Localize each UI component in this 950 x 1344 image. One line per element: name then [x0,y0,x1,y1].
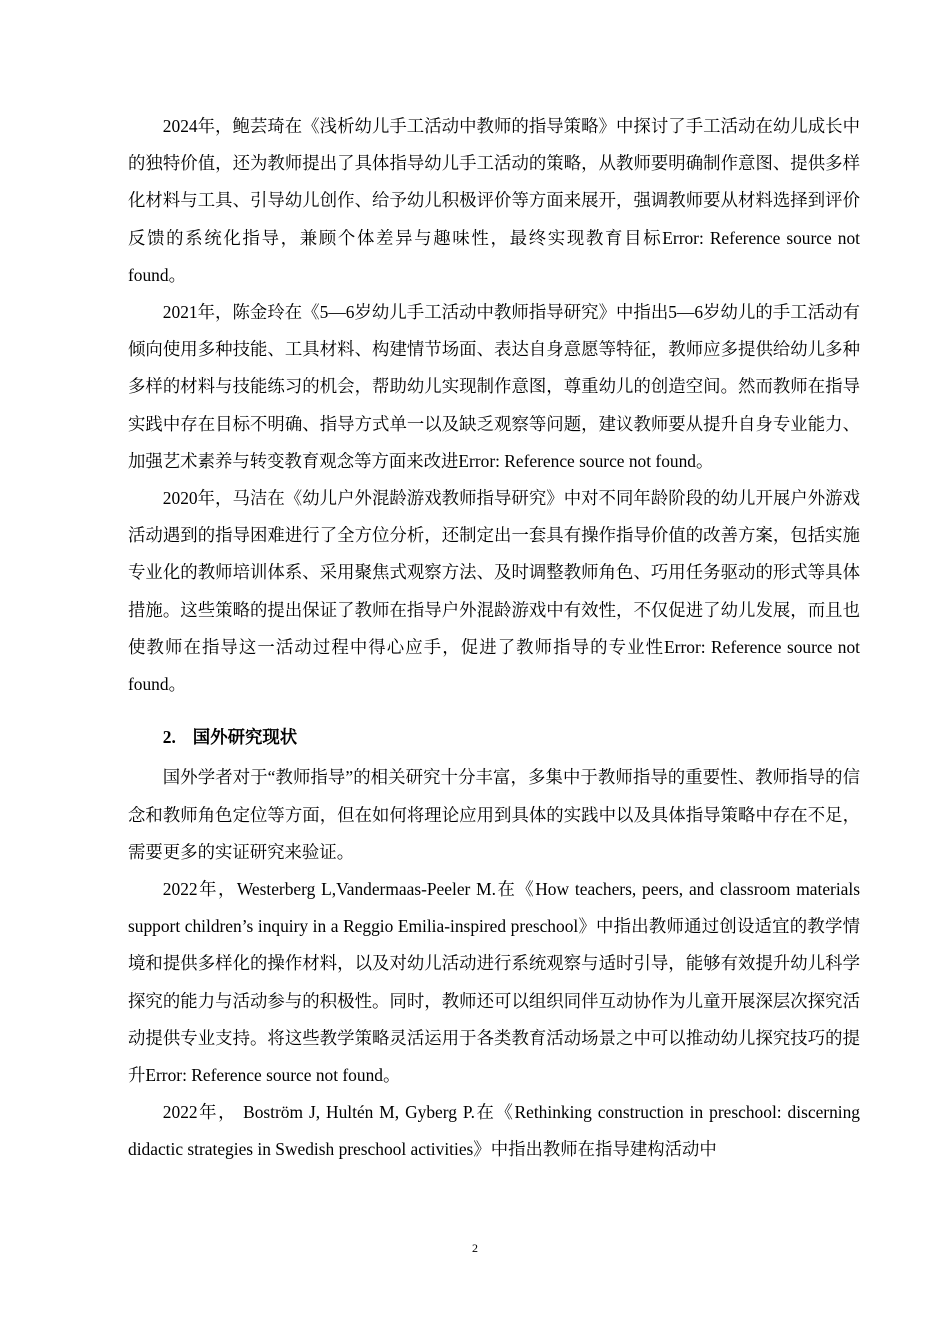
paragraph-chenjinling-2021: 2021年，陈金玲在《5—6岁幼儿手工活动中教师指导研究》中指出5—6岁幼儿的手工活动有倾向使用多种技能、工具材料、构建情节场面、表达自身意愿等特征，教师应多提供给幼儿多种多样的材料与技能练习的机会，帮助幼儿实现制作意图，尊重幼儿的创造空间。然而教师在指导实践中存在目标不明确、指导方式单一以及缺乏观察等问题，建议教师要从提升自身专业能力、加强艺术素养与转变教育观念等方面来改进Error: Reference source not found。 [128,302,860,471]
paragraph-majie-2020: 2020年，马洁在《幼儿户外混龄游戏教师指导研究》中对不同年龄阶段的幼儿开展户外游戏活动遇到的指导困难进行了全方位分析，还制定出一套具有操作指导价值的改善方案，包括实施专业化的教师培训体系、采用聚焦式观察方法、及时调整教师角色、巧用任务驱动的形式等具体措施。这些策略的提出保证了教师在指导户外混龄游戏中有效性，不仅促进了幼儿发展，而且也使教师在指导这一活动过程中得心应手，促进了教师指导的专业性Error: Reference source not found。 [128,488,860,695]
document-body [128,108,860,1169]
paragraph-baoyunqi-2024: 2024年，鲍芸琦在《浅析幼儿手工活动中教师的指导策略》中探讨了手工活动在幼儿成长中的独特价值，还为教师提出了具体指导幼儿手工活动的策略，从教师要明确制作意图、提供多样化材料与工具、引导幼儿创作、给予幼儿积极评价等方面来展开，强调教师要从材料选择到评价反馈的系统化指导，兼顾个体差异与趣味性，最终实现教育目标Error: Reference source not found。 [128,116,860,285]
paragraph-foreign-overview: 国外学者对于“教师指导”的相关研究十分丰富，多集中于教师指导的重要性、教师指导的信念和教师角色定位等方面，但在如何将理论应用到具体的实践中以及具体指导策略中存在不足，需要更多的实证研究来验证。 [128,767,860,862]
section-heading [128,719,860,757]
section-number: 2. [162,727,176,748]
section-title: 国外研究现状 [192,728,298,749]
paragraph-bostrom-2022: 2022年， Boström J, Hultén M, Gyberg P.在《Rethinking construction in preschool: discerning didactic strategies in Swedish preschool activities》中指出教师在指导建构活动中 [128,1102,860,1160]
page-number: 2 [472,1241,478,1255]
paragraph-westerberg-2022: 2022年，Westerberg L,Vandermaas-Peeler M.在《How teachers, peers, and classroom materials support children’s inquiry in a Reggio Emilia-inspired preschool》中指出教师通过创设适宜的教学情境和提供多样化的操作材料，以及对幼儿活动进行系统观察与适时引导，能够有效提升幼儿科学探究的能力与活动参与的积极性。同时，教师还可以组织同伴互动协作为儿童开展深层次探究活动提供专业支持。将这些教学策略灵活运用于各类教育活动场景之中可以推动幼儿探究技巧的提升Error: Reference source not found。 [128,879,860,1086]
